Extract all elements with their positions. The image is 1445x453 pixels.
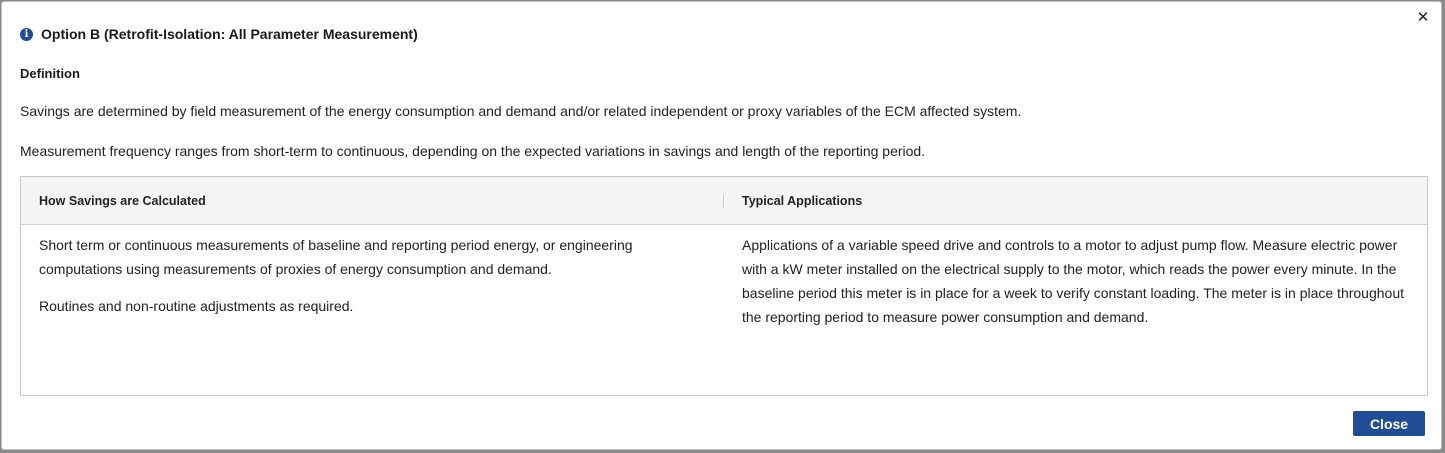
info-icon: i	[20, 28, 33, 41]
cell-paragraph: Routines and non-routine adjustments as required.	[39, 298, 354, 314]
table-cell-typical-applications	[742, 233, 1407, 342]
definition-paragraph-2: Measurement frequency ranges from short-term to continuous, depending on the expected variations in savings and length of the reporting period.	[20, 143, 926, 159]
dialog-title: Option B (Retrofit-Isolation: All Parameter Measurement)	[41, 26, 418, 42]
savings-table	[20, 176, 1428, 396]
cell-paragraph: Applications of a variable speed drive and controls to a motor to adjust pump flow. Measure electric power with a kW meter installed on the electrical supply to the motor, which reads the power every minute. In the baseline period this meter is in place for a week to verify constant loading. The meter is in place throughout the reporting period to measure power consumption and demand.	[742, 237, 1404, 325]
table-cell-how-savings	[39, 233, 679, 331]
column-header-how-savings: How Savings are Calculated	[39, 194, 206, 208]
modal-dialog	[1, 1, 1442, 450]
table-header-row	[21, 177, 1427, 225]
close-button[interactable]: Close	[1353, 411, 1425, 436]
definition-paragraph-1: Savings are determined by field measurement of the energy consumption and demand and/or related independent or proxy variables of the ECM affected system.	[20, 103, 1022, 119]
cell-paragraph: Short term or continuous measurements of baseline and reporting period energy, or engineering computations using measurements of proxies of energy consumption and demand.	[39, 237, 633, 277]
close-icon[interactable]: ✕	[1416, 9, 1430, 26]
dialog-header	[20, 26, 418, 42]
column-header-typical-applications: Typical Applications	[742, 194, 863, 208]
definition-heading: Definition	[20, 66, 80, 81]
column-divider	[723, 195, 724, 208]
